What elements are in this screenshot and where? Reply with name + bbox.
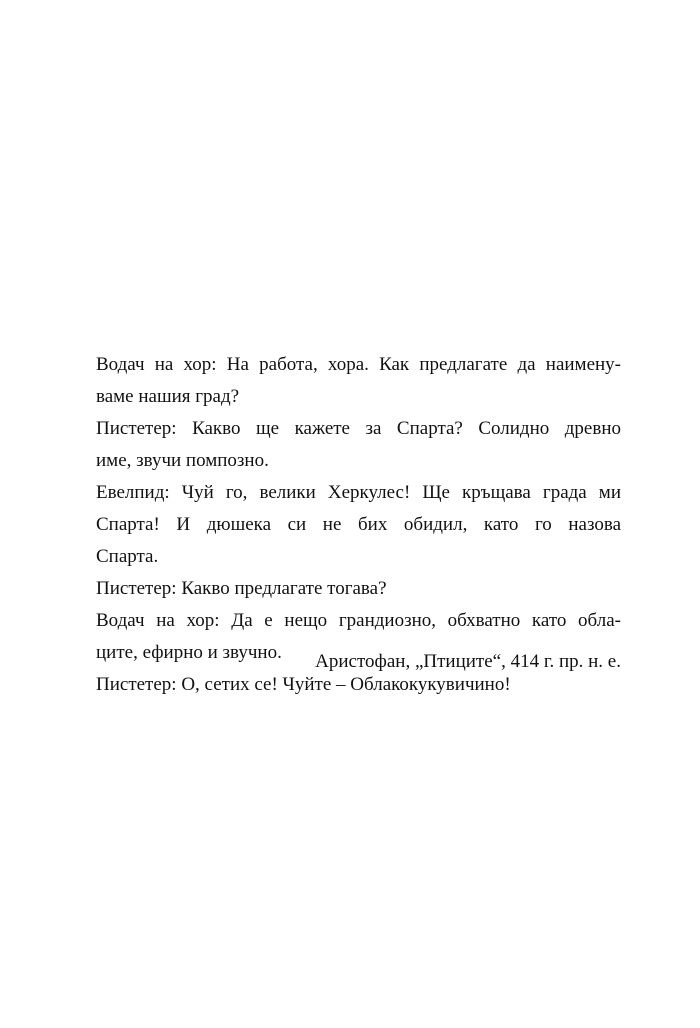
epigraph-line: Спарта! И дюшека си не бих обидил, като го назова [96,514,621,535]
epigraph-line: Спарта. [96,546,159,567]
epigraph-line: ците, ефирно и звучно. [96,642,282,663]
epigraph-line: Пистетер: Какво предлагате тогава? [96,578,387,599]
epigraph-line: име, звучи помпозно. [96,450,269,471]
epigraph-line: Пистетер: О, сетих се! Чуйте – Облакокукувичино! [96,674,511,695]
epigraph-line: ваме нашия град? [96,386,240,407]
epigraph-attribution: Аристофан, „Птиците“, 414 г. пр. н. е. [315,651,621,672]
epigraph-line: Водач на хор: Да е нещо грандиозно, обхватно като обла- [96,610,621,631]
epigraph-line: Водач на хор: На работа, хора. Как предлагате да наимену- [96,354,621,375]
epigraph-line: Евелпид: Чуй го, велики Херкулес! Ще кръщава града ми [96,482,621,503]
epigraph-line: Пистетер: Какво ще кажете за Спарта? Солидно древно [96,418,621,439]
